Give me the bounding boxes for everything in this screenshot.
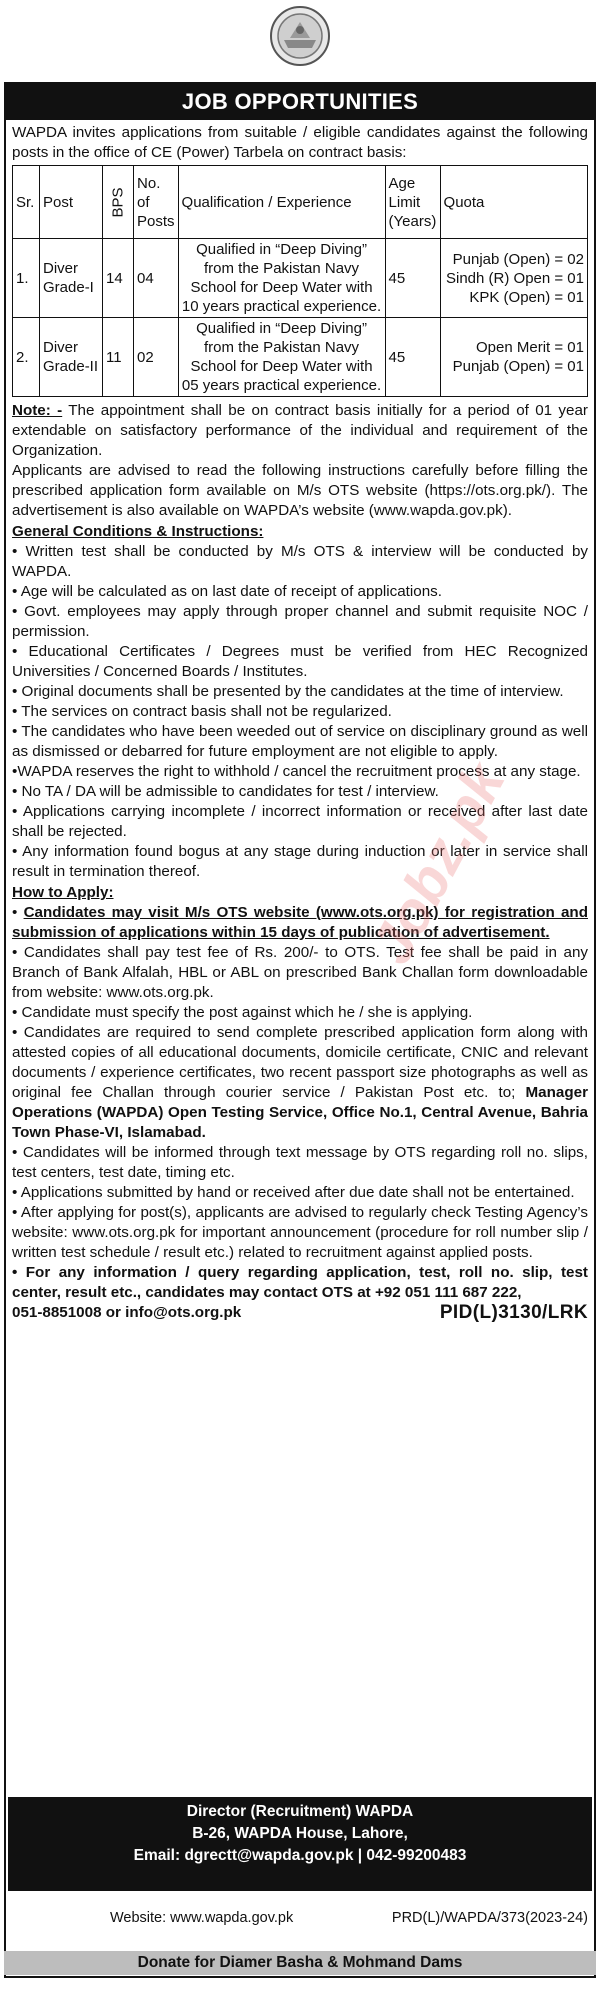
general-item: • The services on contract basis shall not be regularized.	[12, 703, 392, 720]
general-item: • No TA / DA will be admissible to candidates for test / interview.	[12, 783, 439, 800]
contact-numbers: 051-8851008 or info@ots.org.pk	[12, 1304, 242, 1321]
docs-text: • Candidates are required to send complete prescribed application form along with attested copies of all educational documents, domicile certificate, CNIC and relevant documents / experience certificates, two recent passport size photographs as well as original fee Challan through courier service / Pakistan Post etc. to;	[12, 1024, 588, 1101]
col-header-sr: Sr.	[13, 166, 40, 239]
page-title: JOB OPPORTUNITIES	[6, 84, 594, 120]
footer-email: Email: dgrectt@wapda.gov.pk | 042-99200483	[133, 1847, 467, 1864]
general-item: • Original documents shall be presented by the candidates at the time of interview.	[12, 683, 564, 700]
wapda-logo	[268, 4, 332, 68]
quota-line: Punjab (Open) = 01	[452, 358, 584, 375]
table-row	[13, 318, 588, 397]
cell-quota	[440, 318, 587, 397]
general-item: • Any information found bogus at any stage during induction or later in service shall result in termination thereof.	[12, 843, 588, 880]
col-header-post: Post	[40, 166, 103, 239]
apply-heading: How to Apply:	[12, 884, 114, 901]
note-paragraph	[12, 401, 588, 461]
footer-director: Director (Recruitment) WAPDA	[186, 1803, 414, 1820]
apply-item-docs	[12, 1023, 588, 1143]
general-item: • Age will be calculated as on last date of receipt of applications.	[12, 583, 442, 600]
col-header-age-limit: Age Limit (Years)	[385, 166, 440, 239]
quota-line: Sindh (R) Open = 01	[446, 269, 584, 287]
general-item: • The candidates who have been weeded out of service on disciplinary ground as well as dismissed or debarred for future employment are not eligible to apply.	[12, 723, 588, 760]
col-header-qualification: Qualification / Experience	[178, 166, 385, 239]
ots-registration-text: Candidates may visit M/s OTS website (www.ots.org.pk) for registration and submission of applications within 15 days of publication of advertisement.	[12, 904, 588, 941]
cell-bps: 14	[103, 239, 134, 318]
general-item: • Govt. employees may apply through proper channel and submit requisite NOC / permission.	[12, 603, 588, 640]
cell-qualification: Qualified in “Deep Diving” from the Pakistan Navy School for Deep Water with 05 years practical experience.	[178, 318, 385, 397]
cell-no-posts: 02	[134, 318, 179, 397]
advice-paragraph: Applicants are advised to read the following instructions carefully before filling the prescribed application form available on M/s OTS website (https://ots.org.pk/). The advertisement is also available on WAPDA’s website (www.wapda.gov.pk).	[12, 462, 588, 519]
note-text: The appointment shall be on contract basis initially for a period of 01 year extendable on satisfactory performance of the individual and requirement of the Organization.	[12, 402, 588, 459]
col-header-quota: Quota	[440, 166, 587, 239]
cell-sr: 2.	[13, 318, 40, 397]
general-item: • Educational Certificates / Degrees must be verified from HEC Recognized Universities / Concerned Boards / Institutes.	[12, 643, 588, 680]
quota-line: Open Merit = 01	[476, 339, 584, 356]
cell-post: Diver Grade-I	[40, 239, 103, 318]
contact-text: • For any information / query regarding application, test, roll no. slip, test center, result etc., candidates may contact OTS at +92 051 111 687 222,	[12, 1264, 588, 1301]
website-row	[110, 1910, 588, 1926]
footer-address: B-26, WAPDA House, Lahore,	[192, 1825, 408, 1842]
general-item: •WAPDA reserves the right to withhold / cancel the recruitment process at any stage.	[12, 763, 581, 780]
cell-qualification: Qualified in “Deep Diving” from the Pakistan Navy School for Deep Water with 10 years practical experience.	[178, 239, 385, 318]
cell-age: 45	[385, 239, 440, 318]
quota-line: Punjab (Open) = 02	[452, 250, 584, 268]
apply-item: • Applications submitted by hand or received after due date shall not be entertained.	[12, 1184, 575, 1201]
pid-code: PID(L)3130/LRK	[439, 1302, 588, 1323]
apply-item: • Candidate must specify the post against which he / she is applying.	[12, 1004, 473, 1021]
col-header-bps: BPS	[109, 186, 127, 218]
note-label: Note: -	[12, 402, 63, 419]
bullet: •	[12, 904, 24, 921]
cell-post: Diver Grade-II	[40, 318, 103, 397]
table-header-row	[13, 166, 588, 239]
footer-website: Website: www.wapda.gov.pk	[110, 1910, 294, 1926]
quota-line: KPK (Open) = 01	[469, 288, 584, 306]
general-heading: General Conditions & Instructions:	[12, 523, 264, 540]
cell-sr: 1.	[13, 239, 40, 318]
cell-bps: 11	[103, 318, 134, 397]
footer-prd-code: PRD(L)/WAPDA/373(2023-24)	[391, 1910, 588, 1926]
watermark-text: Jobz.pk	[358, 752, 518, 975]
apply-item: • Candidates will be informed through text message by OTS regarding roll no. slips, test centers, test date, timing etc.	[12, 1144, 588, 1181]
apply-item-visit	[12, 903, 588, 943]
table-row	[13, 239, 588, 318]
contact-row	[12, 1303, 588, 1323]
general-item: • Applications carrying incomplete / incorrect information or received after last date shall be rejected.	[12, 803, 588, 840]
general-item: • Written test shall be conducted by M/s OTS & interview will be conducted by WAPDA.	[12, 543, 588, 580]
apply-item: • After applying for post(s), applicants are advised to regularly check Testing Agency’s website: www.ots.org.pk for important announcement (procedure for roll number slip / written test schedule / result etc.) related to recruitment against applied posts.	[12, 1204, 588, 1261]
col-header-no-posts: No. of Posts	[134, 166, 179, 239]
intro-text: WAPDA invites applications from suitable / eligible candidates against the following posts in the office of CE (Power) Tarbela on contract basis:	[12, 124, 588, 161]
ad-frame	[4, 82, 596, 1978]
apply-item: • Candidates shall pay test fee of Rs. 200/- to OTS. Test fee shall be paid in any Branch of Bank Alfalah, HBL or ABL on prescribed Bank Challan form downloadable from website: www.ots.org.pk.	[12, 944, 588, 1001]
cell-no-posts: 04	[134, 239, 179, 318]
posts-table	[12, 165, 588, 397]
footer-contact-box	[8, 1797, 592, 1891]
cell-quota	[440, 239, 587, 318]
ots-address: Manager Operations (WAPDA) Open Testing Service, Office No.1, Central Avenue, Bahria Town Phase-VI, Islamabad.	[12, 1084, 588, 1141]
cell-age: 45	[385, 318, 440, 397]
donate-banner: Donate for Diamer Basha & Mohmand Dams	[4, 1951, 596, 1975]
